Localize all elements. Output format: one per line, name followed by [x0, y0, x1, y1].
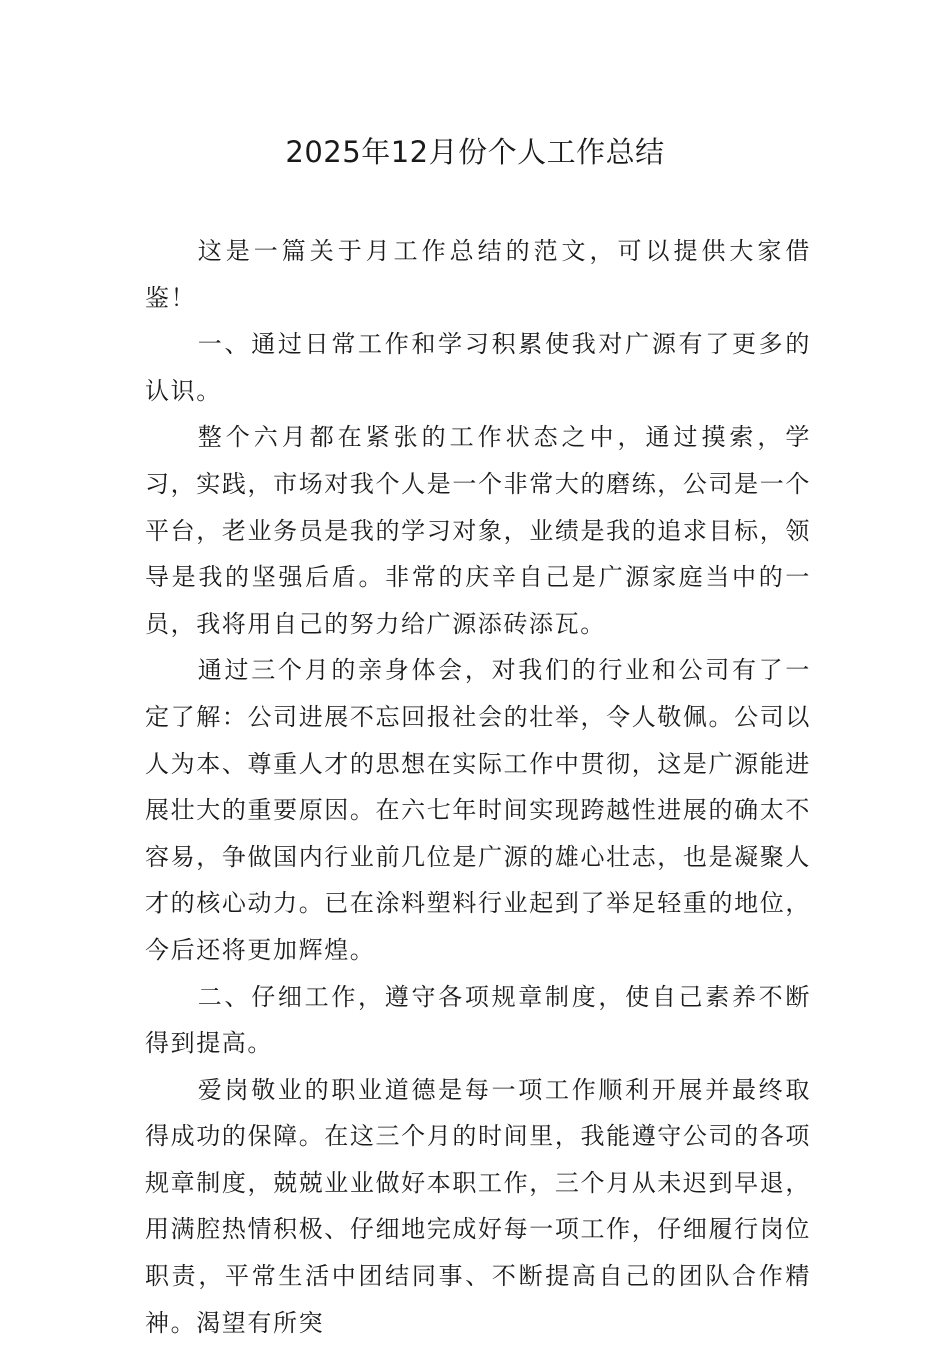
- section-heading-2: 二、仔细工作，遵守各项规章制度，使自己素养不断得到提高。: [145, 982, 811, 1058]
- paragraph-1: 整个六月都在紧张的工作状态之中，通过摸索，学习，实践，市场对我个人是一个非常大的磨练，公司是一个平台，老业务员是我的学习对象，业绩是我的追求目标，领导是我的坚强后盾。非常的庆辛自己是广源家庭当中的一员，我将用自己的努力给广源添砖添瓦。: [145, 423, 811, 638]
- paragraph-3: 爱岗敬业的职业道德是每一项工作顺利开展并最终取得成功的保障。在这三个月的时间里，我能遵守公司的各项规章制度，兢兢业业做好本职工作，三个月从未迟到早退，用满腔热情积极、仔细地完成好每一项工作，仔细履行岗位职责，平常生活中团结同事、不断提高自己的团队合作精神。渴望有所突: [145, 1075, 811, 1337]
- paragraph-intro: 这是一篇关于月工作总结的范文，可以提供大家借鉴！: [145, 237, 811, 312]
- section-heading-1: 一、通过日常工作和学习积累使我对广源有了更多的认识。: [145, 330, 811, 405]
- paragraph-2: 通过三个月的亲身体会，对我们的行业和公司有了一定了解：公司进展不忘回报社会的壮举，令人敬佩。公司以人为本、尊重人才的思想在实际工作中贯彻，这是广源能进展壮大的重要原因。在六七年时间实现跨越性进展的确太不容易，争做国内行业前几位是广源的雄心壮志，也是凝聚人才的核心动力。已在涂料塑料行业起到了举足轻重的地位，今后还将更加辉煌。: [145, 656, 811, 964]
- document-body: [145, 228, 811, 1346]
- document-title: 2025年12月份个人工作总结: [285, 135, 665, 169]
